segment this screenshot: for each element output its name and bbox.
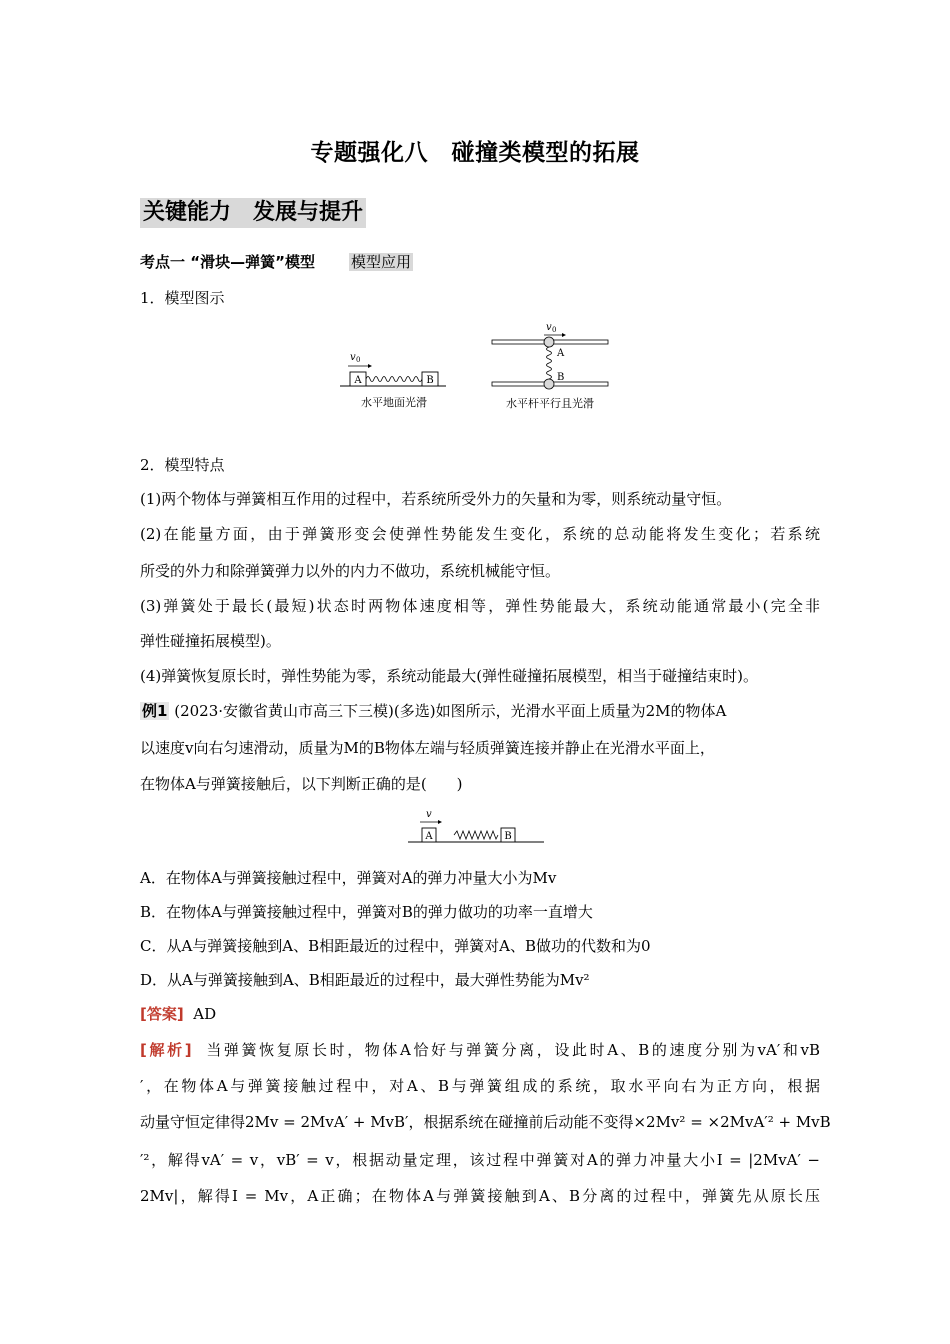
kaodian-tag: 模型应用: [350, 253, 411, 271]
block-b-label: B: [426, 375, 434, 386]
velocity-subscript: 0: [552, 326, 557, 334]
analysis-line-1: [140, 1039, 820, 1061]
velocity-arrowhead: [438, 820, 442, 824]
option-b: B．在物体A与弹簧接触过程中，弹簧对B的弹力做功的功率一直增大: [140, 903, 593, 921]
example-label: 例1: [142, 702, 168, 720]
velocity-label: v: [426, 809, 432, 820]
ball-a: [544, 337, 554, 347]
kaodian-label: 考点一 “滑块—弹簧”模型: [140, 253, 315, 271]
kaodian-heading: [140, 251, 413, 273]
answer-line: [140, 1003, 820, 1025]
ball-b: [544, 379, 554, 389]
spring: [454, 831, 498, 839]
analysis-line: ′²，解得vA′ = v，vB′ = v，根据动量定理，该过程中弹簧对A的弹力冲量大小I = |2MvA′ −: [140, 1151, 820, 1169]
velocity-arrowhead: [368, 364, 372, 368]
page-title: 专题强化八 碰撞类模型的拓展: [310, 140, 640, 166]
analysis-line: ′，在物体A与弹簧接触过程中，对A、B与弹簧组成的系统，取水平向右为正方向，根据: [140, 1077, 820, 1095]
ball-a-label: A: [557, 348, 565, 359]
feature-line: (2)在能量方面，由于弹簧形变会使弹性势能发生变化，系统的总动能将发生变化；若系统: [140, 525, 820, 543]
diagram-rod-model: [488, 320, 612, 412]
feature-line: (3)弹簧处于最长(最短)状态时两物体速度相等，弹性势能最大，系统动能通常最小(完全非: [140, 597, 820, 615]
item-2-heading: 2．模型特点: [140, 456, 225, 474]
diagram-example: [404, 806, 546, 848]
analysis-text: 当弹簧恢复原长时，物体A恰好与弹簧分离，设此时A、B的速度分别为vA′和vB: [206, 1041, 820, 1059]
option-c: C．从A与弹簧接触到A、B相距最近的过程中，弹簧对A、B做功的代数和为0: [140, 937, 651, 955]
example-line-1: [140, 700, 820, 722]
spring: [547, 347, 552, 379]
feature-line: (4)弹簧恢复原长时，弹性势能为零，系统动能最大(弹性碰撞拓展模型，相当于碰撞结束时)。: [140, 667, 758, 685]
block-b-label: B: [504, 831, 512, 842]
feature-line: 所受的外力和除弹簧弹力以外的内力不做功，系统机械能守恒。: [140, 562, 561, 580]
block-a-label: A: [354, 375, 362, 386]
analysis-label: [解析]: [140, 1041, 192, 1059]
ball-b-label: B: [557, 372, 565, 383]
diagram-ground-model: [336, 346, 454, 412]
feature-line: 弹性碰撞拓展模型)。: [140, 632, 281, 650]
spring: [366, 377, 422, 382]
velocity-label: v: [350, 352, 356, 363]
analysis-line: 动量守恒定律得2Mv = 2MvA′ + MvB′，根据系统在碰撞前后动能不变得×2Mv² = ×2MvA′² + MvB: [140, 1113, 831, 1131]
section-heading: 关键能力 发展与提升: [140, 198, 366, 228]
diagram-caption: 水平地面光滑: [361, 396, 427, 409]
diagram-caption: 水平杆平行且光滑: [506, 397, 594, 410]
velocity-arrowhead: [562, 333, 566, 337]
example-text: (2023·安徽省黄山市高三下三模)(多选)如图所示，光滑水平面上质量为2M的物体A: [174, 702, 727, 720]
answer-label: [答案]: [140, 1005, 184, 1023]
example-line-2: 以速度v向右匀速滑动，质量为M的B物体左端与轻质弹簧连接并静止在光滑水平面上，: [140, 739, 715, 757]
example-line-3: 在物体A与弹簧接触后，以下判断正确的是( ): [140, 775, 463, 793]
block-a-label: A: [425, 831, 433, 842]
analysis-line: 2Mv|，解得I = Mv，A正确；在物体A与弹簧接触到A、B分离的过程中，弹簧先从原长压: [140, 1187, 820, 1205]
option-a: A．在物体A与弹簧接触过程中，弹簧对A的弹力冲量大小为Mv: [140, 869, 557, 887]
answer-value: AD: [193, 1005, 217, 1023]
option-d: D．从A与弹簧接触到A、B相距最近的过程中，最大弹性势能为Mv²: [140, 971, 590, 989]
feature-line: (1)两个物体与弹簧相互作用的过程中，若系统所受外力的矢量和为零，则系统动量守恒。: [140, 490, 732, 508]
velocity-label: v: [546, 322, 552, 333]
item-1-heading: 1．模型图示: [140, 289, 225, 307]
velocity-subscript: 0: [356, 356, 361, 364]
